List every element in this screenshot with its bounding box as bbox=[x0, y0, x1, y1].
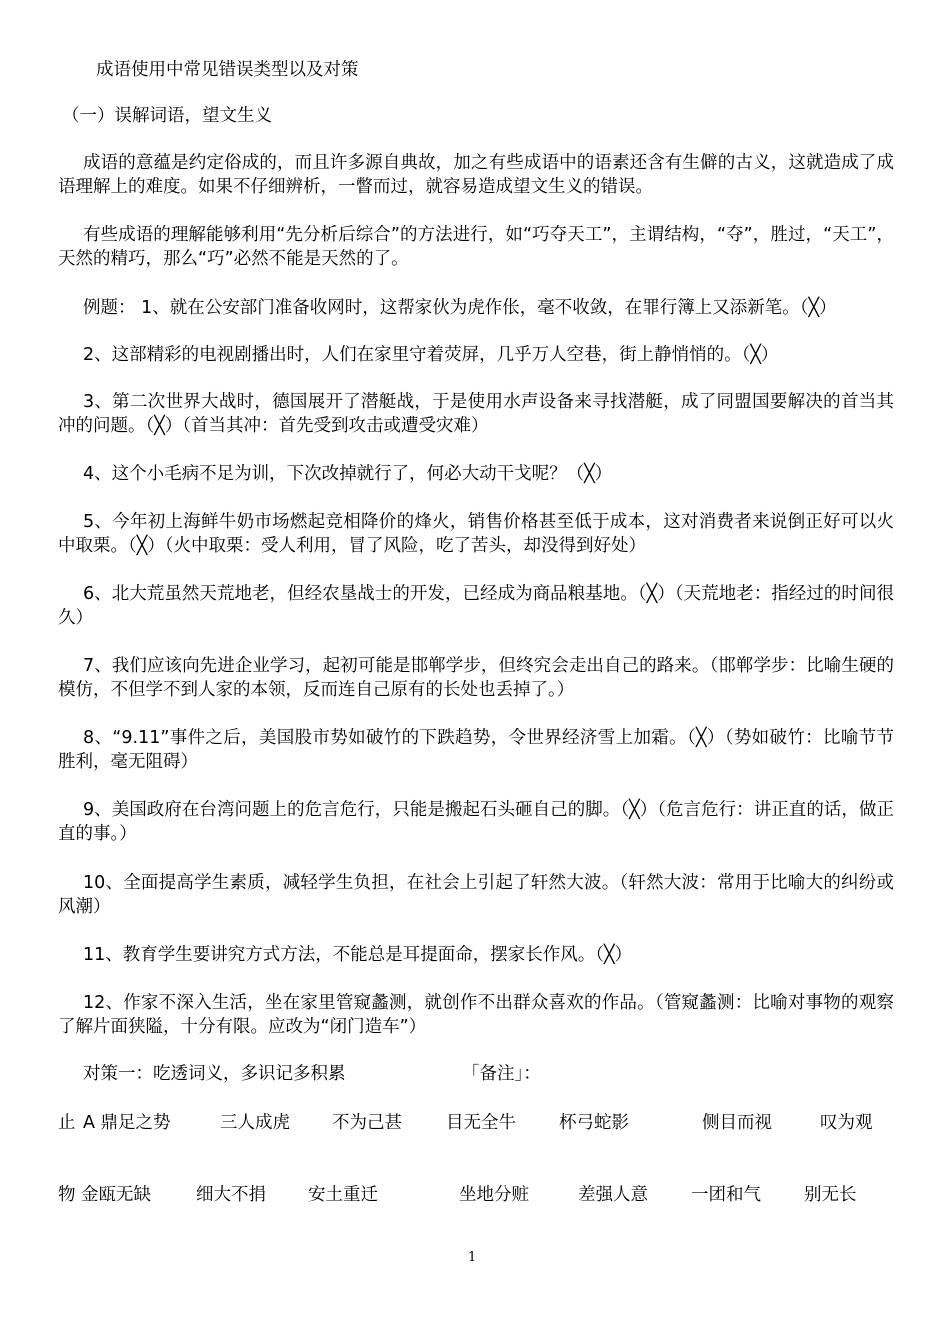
idiom: 杯弓蛇影 bbox=[559, 1113, 629, 1133]
example-item: 4、这个小毛病不足为训，下次改掉就行了，何必大动干戈呢？（╳） bbox=[83, 464, 613, 484]
idiom: 金瓯无缺 bbox=[81, 1185, 151, 1205]
example-item: 11、教育学生要讲究方式方法，不能总是耳提面命，摆家长作风。（╳） bbox=[83, 945, 633, 965]
example-item: 12、作家不深入生活，坐在家里管窥蠡测，就创作不出群众喜欢的作品。（管窥蠡测：比喻对事物的观察了解片面狭隘，十分有限。应改为“闭门造车”） bbox=[58, 993, 894, 1037]
idiom: 一团和气 bbox=[691, 1185, 761, 1205]
note-label: 「备注」： bbox=[462, 1064, 541, 1084]
idiom: 坐地分赃 bbox=[459, 1185, 529, 1205]
example-item: 6、北大荒虽然天荒地老，但经农垦战士的开发，已经成为商品粮基地。（╳）（天荒地老：指经过的时间很久） bbox=[58, 584, 894, 628]
paragraph: 成语的意蕴是约定俗成的，而且许多源自典故，加之有些成语中的语素还含有生僻的古义，这就造成了成语理解上的难度。如果不仔细辨析，一瞥而过，就容易造成望文生义的错误。 bbox=[58, 153, 894, 197]
example-item: 8、“9.11”事件之后，美国股市势如破竹的下跌趋势，令世界经济雪上加霜。（╳）（势如破竹：比喻节节胜利，毫无阻碍） bbox=[58, 728, 894, 772]
idiom: 不为己甚 bbox=[332, 1113, 402, 1133]
idiom: 细大不捐 bbox=[196, 1185, 266, 1205]
paragraph: 有些成语的理解能够利用“先分析后综合”的方法进行，如“巧夺天工”，主谓结构，“夺”，胜过，“天工”，天然的精巧，那么“巧”必然不能是天然的了。 bbox=[58, 225, 894, 269]
idiom-wrap: 止 bbox=[58, 1113, 76, 1133]
idiom: 别无长 bbox=[804, 1185, 857, 1205]
idiom: 叹为观 bbox=[820, 1113, 873, 1133]
example-item: 7、我们应该向先进企业学习，起初可能是邯郸学步，但终究会走出自己的路来。（邯郸学步：比喻生硬的模仿，不但学不到人家的本领，反而连自己原有的长处也丢掉了。） bbox=[58, 656, 894, 700]
idiom-row bbox=[58, 1181, 894, 1229]
idiom: 安土重迁 bbox=[308, 1185, 378, 1205]
section-heading: （一）误解词语，望文生义 bbox=[62, 106, 272, 126]
page-number: 1 bbox=[468, 1250, 477, 1265]
idiom: A 鼎足之势 bbox=[83, 1113, 171, 1133]
example-item: 9、美国政府在台湾问题上的危言危行，只能是搬起石头砸自己的脚。（╳）（危言危行：讲正直的话，做正直的事。） bbox=[58, 800, 894, 844]
example-item: 10、全面提高学生素质，减轻学生负担，在社会上引起了轩然大波。（轩然大波：常用于比喻大的纠纷或风潮） bbox=[58, 873, 894, 917]
idiom: 目无全牛 bbox=[446, 1113, 516, 1133]
example-item: 3、第二次世界大战时，德国展开了潜艇战，于是使用水声设备来寻找潜艇，成了同盟国要解决的首当其冲的问题。（╳）（首当其冲：首先受到攻击或遭受灾难） bbox=[58, 392, 894, 436]
idiom-wrap: 物 bbox=[58, 1185, 76, 1205]
idiom: 侧目而视 bbox=[702, 1113, 772, 1133]
example-item: 2、这部精彩的电视剧播出时，人们在家里守着荧屏，几乎万人空巷，街上静悄悄的。（╳） bbox=[83, 345, 779, 365]
strategy-label: 对策一：吃透词义，多识记多积累 bbox=[83, 1064, 346, 1084]
document-title: 成语使用中常见错误类型以及对策 bbox=[96, 60, 359, 80]
example-item: 5、今年初上海鲜牛奶市场燃起竞相降价的烽火，销售价格甚至低于成本，这对消费者来说倒正好可以火中取栗。（╳）（火中取栗：受人利用，冒了风险，吃了苦头，却没得到好处） bbox=[58, 512, 894, 556]
idiom: 三人成虎 bbox=[220, 1113, 290, 1133]
idiom: 差强人意 bbox=[578, 1185, 648, 1205]
idiom-row bbox=[58, 1109, 894, 1157]
example-item: 例题： 1、就在公安部门准备收网时，这帮家伙为虎作伥，毫不收敛，在罪行簿上又添新笔。（╳） bbox=[83, 298, 837, 318]
